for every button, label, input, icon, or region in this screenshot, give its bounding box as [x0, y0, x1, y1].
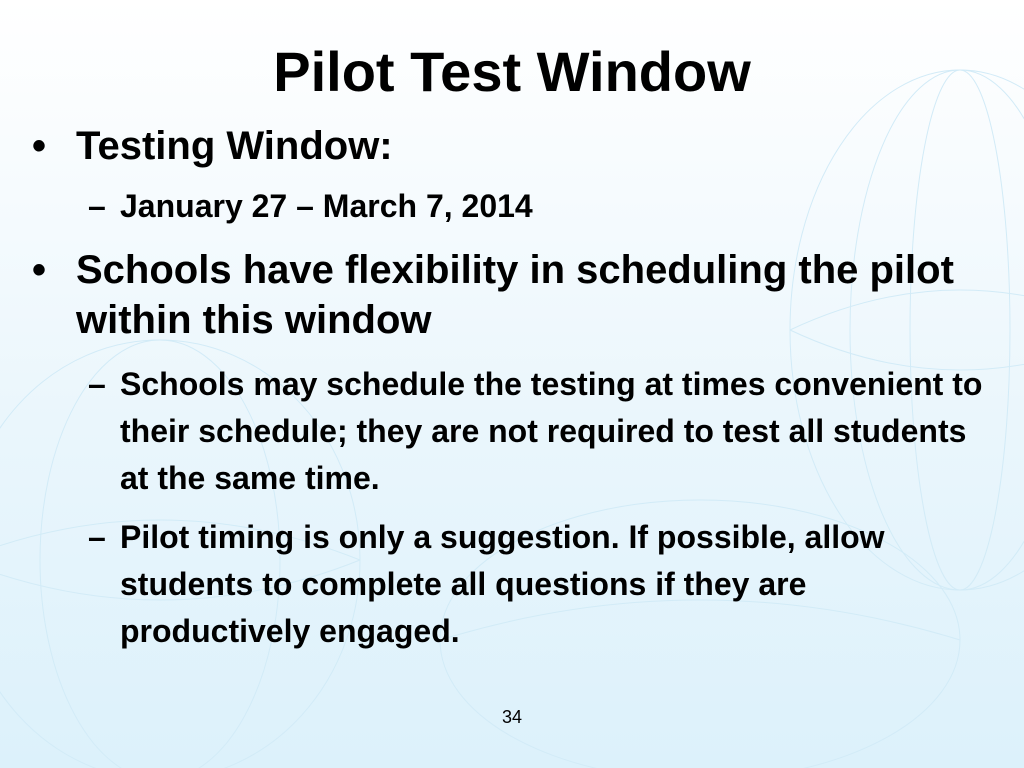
sub-bullet-text: Pilot timing is only a suggestion. If possible, allow students to complete all questions if they are productively engaged.: [120, 519, 885, 649]
bullet-text: Schools have flexibility in scheduling the pilot within this window: [76, 248, 954, 342]
bullet-testing-window: [32, 121, 996, 171]
bullet-glyph: •: [32, 248, 47, 292]
dash-glyph: –: [88, 188, 106, 224]
dash-glyph: –: [88, 366, 106, 402]
bullet-text: Testing Window:: [76, 124, 393, 168]
page-number: 34: [501, 707, 523, 727]
bullet-schools-flexibility: [32, 245, 996, 345]
slide-title: Pilot Test Window: [273, 40, 751, 103]
bullet-glyph: •: [32, 124, 47, 168]
sub-bullet-pilot-timing: [88, 514, 1000, 655]
sub-bullet-schedule-times: [88, 361, 1000, 502]
sub-bullet-dates: [88, 183, 1000, 230]
dash-glyph: –: [88, 519, 106, 555]
sub-bullet-text: Schools may schedule the testing at times convenient to their schedule; they are not required to test all students at the same time.: [120, 366, 983, 496]
sub-bullet-text: January 27 – March 7, 2014: [120, 188, 533, 224]
